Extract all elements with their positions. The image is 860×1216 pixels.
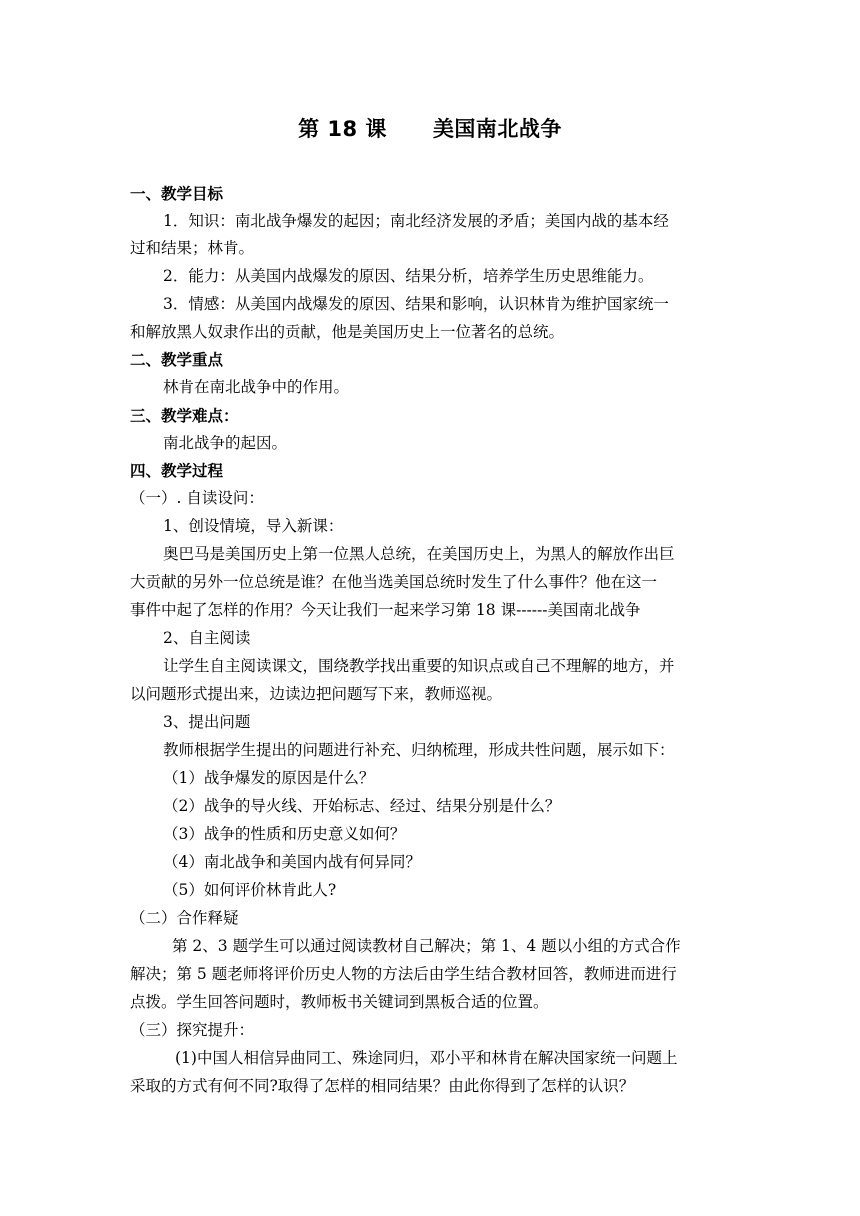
paragraph-line: 2、自主阅读 (163, 629, 251, 647)
subsection-heading: （三）探究提升： (130, 1021, 255, 1039)
paragraph-line: 让学生自主阅读课文，围绕教学找出重要的知识点或自己不理解的地方，并 (163, 657, 675, 675)
paragraph-line: 奥巴马是美国历史上第一位黑人总统，在美国历史上，为黑人的解放作出巨 (163, 545, 675, 563)
paragraph-line: 解决；第 5 题老师将评价历史人物的方法后由学生结合教材回答，教师进而进行 (130, 965, 677, 983)
section-heading: 二、教学重点 (130, 351, 224, 369)
paragraph-line: 南北战争的起因。 (163, 434, 288, 452)
section-heading: 一、教学目标 (130, 185, 224, 203)
paragraph-line: 3、提出问题 (163, 713, 251, 731)
paragraph-line: 1．知识：南北战争爆发的起因；南北经济发展的矛盾；美国内战的基本经 (163, 212, 669, 230)
question-item: （2）战争的导火线、开始标志、经过、结果分别是什么？ (163, 797, 561, 815)
section-heading: 四、教学过程 (130, 462, 224, 480)
paragraph-line: 事件中起了怎样的作用？今天让我们一起来学习第 18 课------美国南北战争 (130, 601, 641, 619)
paragraph-line: 2．能力：从美国内战爆发的原因、结果分析，培养学生历史思维能力。 (163, 267, 654, 285)
paragraph-line: 3．情感：从美国内战爆发的原因、结果和影响，认识林肯为维护国家统一 (163, 295, 669, 313)
paragraph-line: 以问题形式提出来，边读边把问题写下来，教师巡视。 (130, 685, 503, 703)
question-item: （3）战争的性质和历史意义如何？ (163, 825, 406, 843)
paragraph-line: 教师根据学生提出的问题进行补充、归纳梳理，形成共性问题，展示如下： (163, 741, 675, 759)
paragraph-line: 和解放黑人奴隶作出的贡献，他是美国历史上一位著名的总统。 (130, 323, 565, 341)
paragraph-line: 过和结果；林肯。 (130, 239, 255, 257)
paragraph-line: 林肯在南北战争中的作用。 (163, 378, 350, 396)
page-title (0, 113, 860, 143)
paragraph-line: 大贡献的另外一位总统是谁？在他当选美国总统时发生了什么事件？他在这一 (130, 573, 658, 591)
question-item: （5）如何评价林肯此人? (163, 881, 337, 899)
lesson-number: 第 18 课 (298, 117, 387, 141)
subsection-heading: （一）. 自读设问： (130, 489, 264, 507)
question-item: （1）战争爆发的原因是什么？ (163, 769, 375, 787)
paragraph-line: 采取的方式有何不同?取得了怎样的相同结果？由此你得到了怎样的认识？ (130, 1077, 635, 1095)
subsection-heading: （二）合作释疑 (130, 909, 239, 927)
section-heading: 三、教学难点： (130, 407, 239, 425)
paragraph-line: 点拨。学生回答问题时，教师板书关键词到黑板合适的位置。 (130, 993, 549, 1011)
lesson-name: 美国南北战争 (432, 117, 562, 141)
paragraph-line: 第 2、3 题学生可以通过阅读教材自己解决；第 1、4 题以小组的方式合作 (172, 937, 681, 955)
paragraph-line: 1、创设情境，导入新课： (163, 517, 344, 535)
paragraph-line: (1)中国人相信异曲同工、殊途同归，邓小平和林肯在解决国家统一问题上 (175, 1049, 678, 1067)
question-item: （4）南北战争和美国内战有何异同？ (163, 853, 421, 871)
